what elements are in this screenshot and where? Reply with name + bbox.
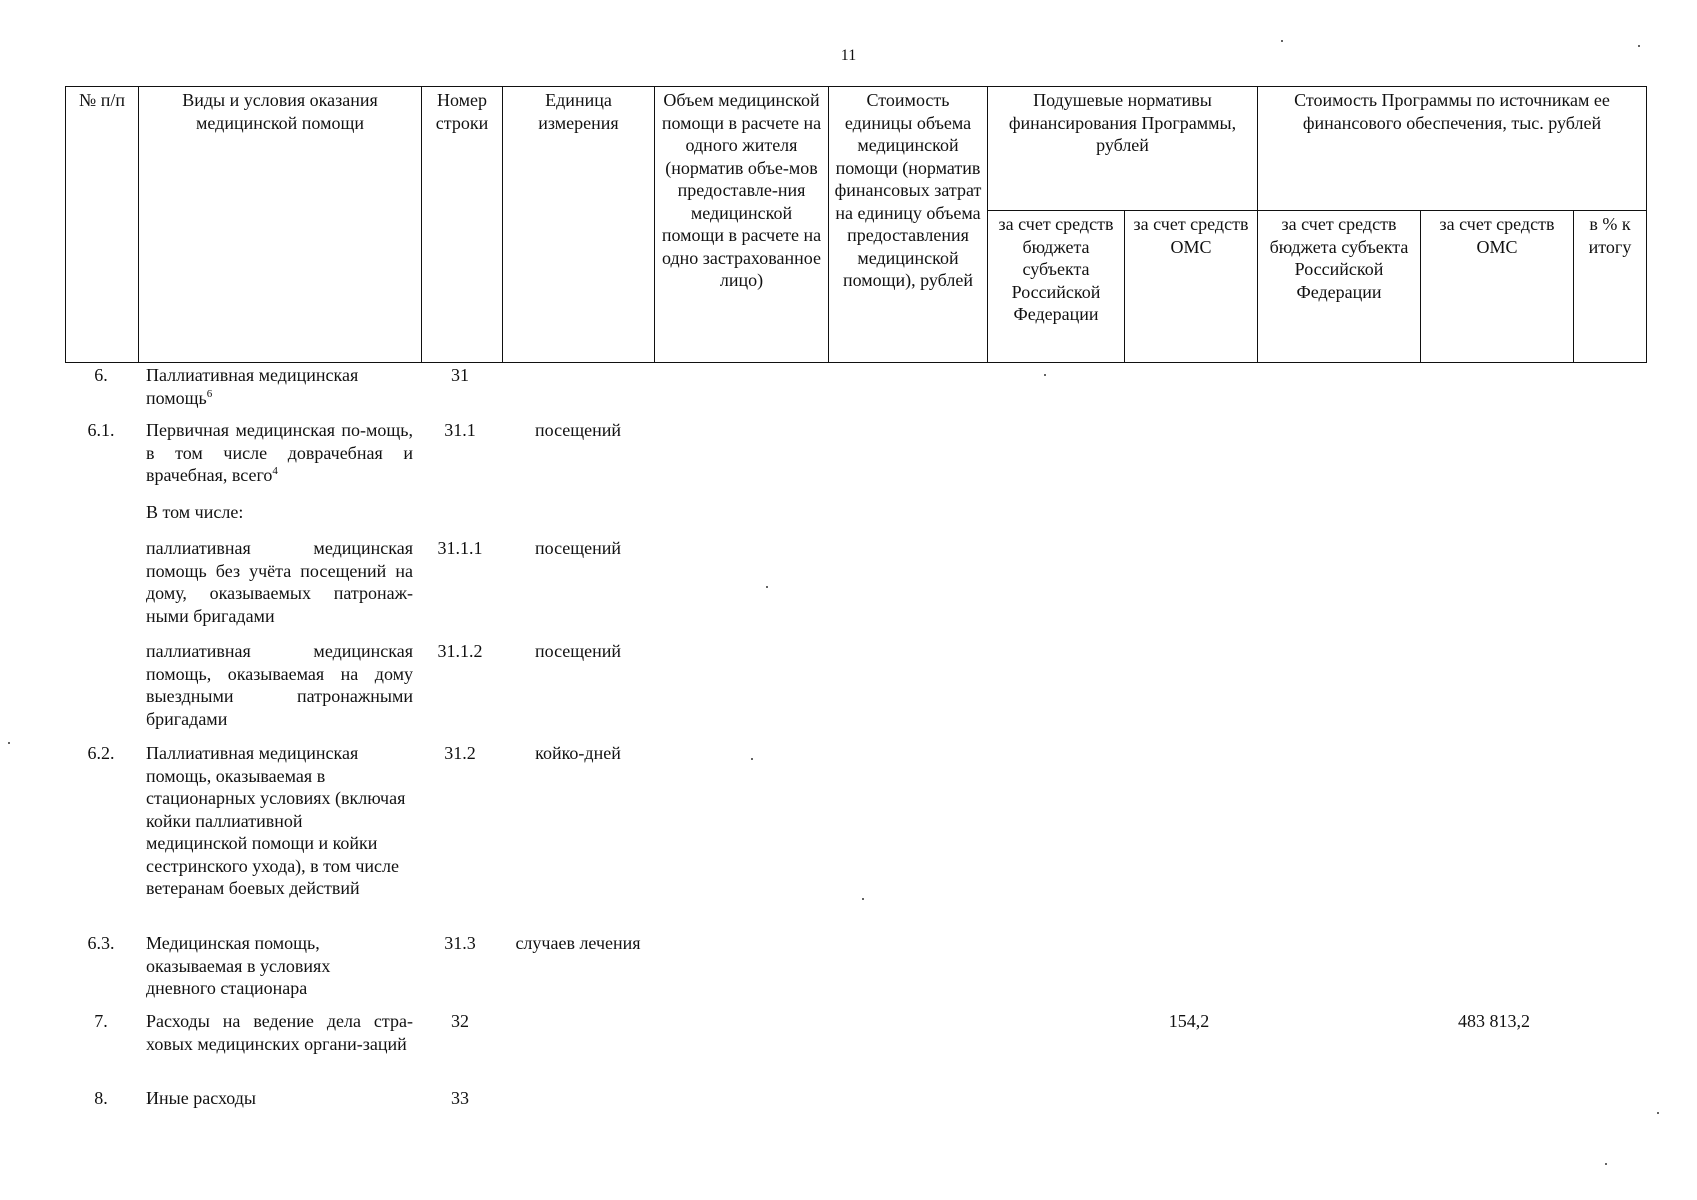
row-number: 6.3. [87,933,115,953]
header-col-row: Номер строки [422,87,503,363]
header-col-unit: Единица измерения [503,87,655,363]
row-number: 8. [94,1088,108,1108]
row-name: паллиативная медицинская помощь, оказываемая на дому выездными патронажными бригадами [146,641,413,729]
row-code: 31.1.2 [437,641,483,661]
row-code: 31.1 [444,420,476,440]
row-code: 31.1.1 [437,538,483,558]
row-name: Расходы на ведение дела стра-ховых медицинских органи-заций [146,1011,413,1054]
row-number: 6.2. [87,743,115,763]
row-unit: посещений [534,538,622,558]
row-number: 6. [94,365,108,385]
row-percapita-oms: 154,2 [1168,1011,1210,1031]
row-number: 6.1. [87,420,115,440]
row-name: Медицинская помощь, оказываемая в условиях дневного стационара [146,933,331,998]
row-unit: посещений [534,420,622,440]
header-col-num: № п/п [66,87,139,363]
row-name: Паллиативная медицинская помощь, оказываемая в стационарных условиях (включая койки паллиативной медицинской помощи и койки сестринского ухода), в том числе ветеранам боевых действий [146,743,406,898]
row-name: В том числе: [146,502,244,522]
table-header [65,86,1647,363]
header-col-cost: Стоимость единицы объема медицинской помощи (норматив финансовых затрат на единицу объема предоставления медицинской помощи), рублей [829,87,988,363]
header-sub-oms: за счет средств ОМС [1125,211,1258,363]
scan-speck [1281,40,1283,42]
scan-speck [1605,1163,1607,1165]
row-code: 31.3 [444,933,476,953]
row-name: Первичная медицинская по-мощь, в том числе доврачебная и врачебная, всего$^4$ [146,420,413,485]
scan-speck [766,586,768,588]
scan-speck [8,742,10,744]
row-number: 7. [94,1011,108,1031]
scan-speck [862,898,864,900]
scan-speck [1657,1112,1659,1114]
header-col-volume: Объем медицинской помощи в расчете на одного жителя (норматив объе-мов предоставле-ния медицинской помощи в расчете на одно застрахованное лицо) [655,87,829,363]
header-col-percapita: Подушевые нормативы финансирования Программы, рублей [988,87,1258,211]
header-sub-prog-oms: за счет средств ОМС [1421,211,1574,363]
header-col-program: Стоимость Программы по источникам ее финансового обеспечения, тыс. рублей [1258,87,1647,211]
row-unit: койко-дней [535,743,621,763]
row-name: Иные расходы [146,1088,257,1108]
scan-speck [1638,45,1640,47]
page-number: 11 [840,47,857,64]
row-unit: посещений [534,641,622,661]
header-sub-percent: в % к итогу [1574,211,1647,363]
row-name: паллиативная медицинская помощь без учёта посещений на дому, оказываемых патронаж-ными бригадами [146,538,413,626]
row-code: 31.2 [444,743,476,763]
header-sub-budget: за счет средств бюджета субъекта Российской Федерации [988,211,1125,363]
row-unit: случаев лечения [515,933,641,953]
header-col-types: Виды и условия оказания медицинской помощи [139,87,422,363]
row-code: 33 [451,1088,469,1108]
scan-speck [1044,374,1046,376]
header-sub-prog-budget: за счет средств бюджета субъекта Российской Федерации [1258,211,1421,363]
row-name: Паллиативная медицинская помощь$^6$ [146,365,359,408]
row-code: 32 [451,1011,469,1031]
row-code: 31 [451,365,469,385]
row-program-oms: 483 813,2 [1458,1011,1530,1031]
scan-speck [751,758,753,760]
